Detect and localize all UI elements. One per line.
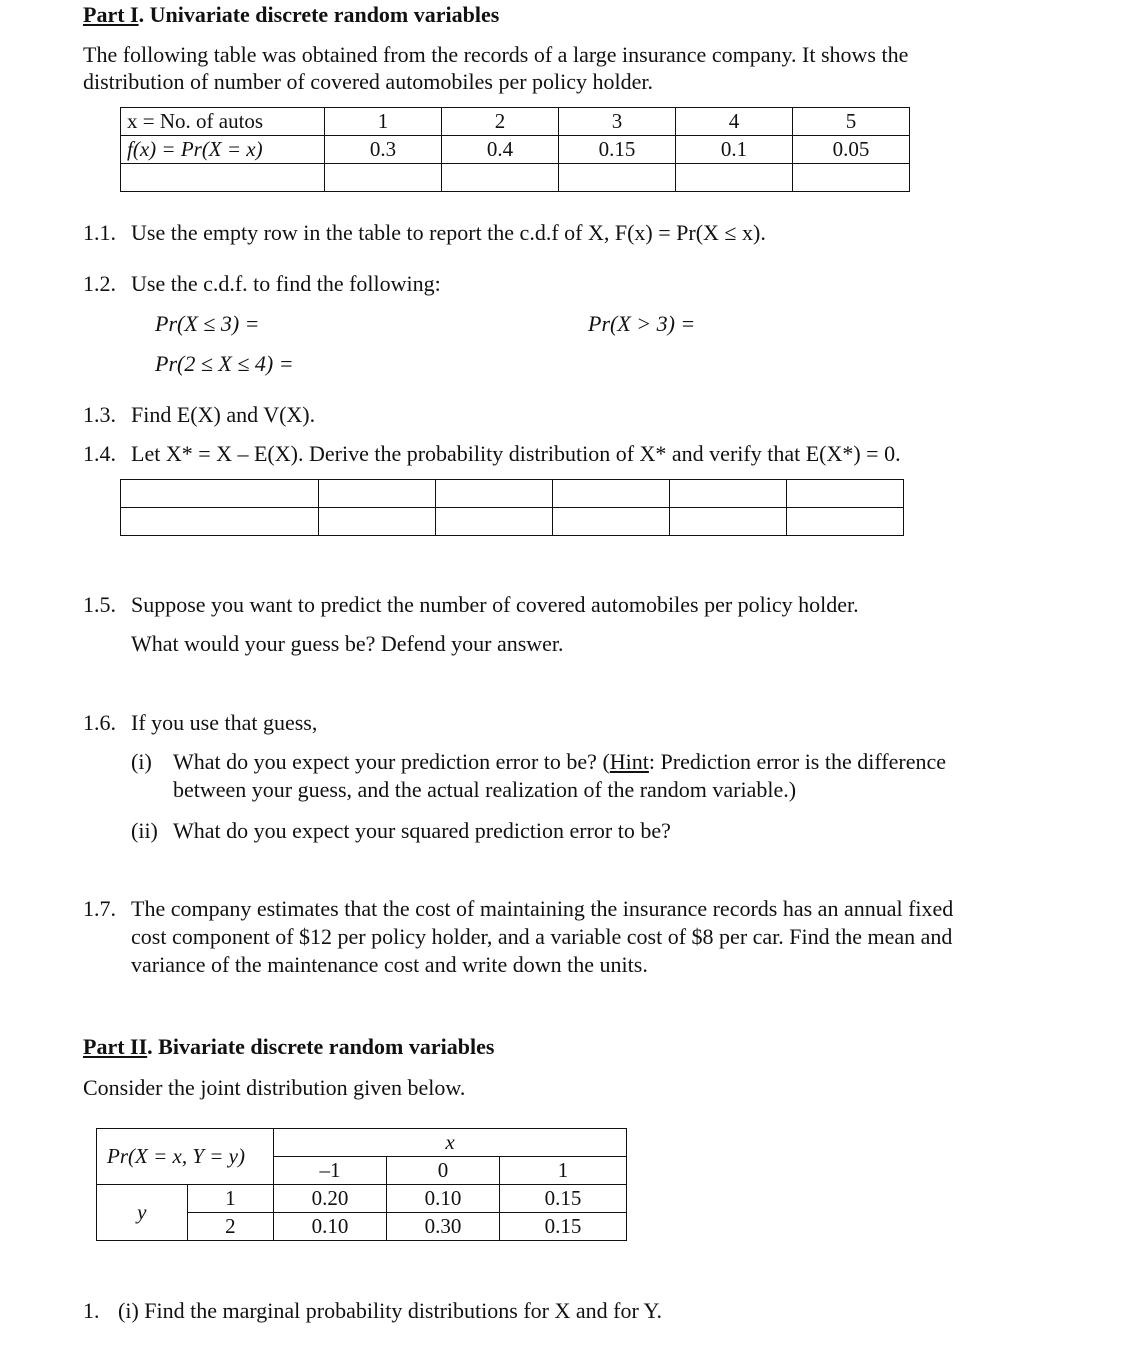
table-row [121,108,910,136]
question-1-7 [83,896,116,922]
f-value-cell: 0.15 [559,136,676,164]
empty-cell[interactable] [787,508,904,536]
empty-cell[interactable] [121,480,319,508]
cdf-empty-row [121,164,910,192]
y-value-cell: 1 [187,1185,273,1213]
empty-cell[interactable] [676,164,793,192]
text-segment: : Prediction error is the difference [648,749,946,774]
x-value-cell: 5 [793,108,910,136]
part2-intro: Consider the joint distribution given below. [83,1075,466,1100]
part2-heading [83,1034,494,1060]
empty-cell[interactable] [319,480,436,508]
question-1-6-ii-number: (ii) [131,818,158,843]
part1-heading [83,2,499,28]
question-text: Use the empty row in the table to report the c.d.f of X, F(x) = Pr(X ≤ x). [131,220,766,245]
part1-intro-line1: The following table was obtained from the records of a large insurance company. It shows the [83,42,909,67]
prob-cell: 0.10 [274,1213,387,1241]
f-value-cell: 0.05 [793,136,910,164]
question-text: Find E(X) and V(X). [131,402,316,427]
x-value-cell: 0 [387,1157,500,1185]
question-text: If you use that guess, [131,710,318,735]
question-text: (i) Find the marginal probability distributions for X and for Y. [118,1298,663,1323]
joint-distribution-table [96,1128,627,1241]
question-number: 1.4. [83,441,116,466]
pr-x-gt-3: Pr(X > 3) = [588,311,696,336]
question-1-2 [83,271,441,297]
part1-heading-rest: . Univariate discrete random variables [138,2,500,27]
question-1-5 [83,592,859,618]
question-1-6-ii-text: What do you expect your squared prediction error to be? [173,818,671,843]
hint-label: Hint [609,749,649,774]
part2-heading-rest: . Bivariate discrete random variables [147,1034,495,1059]
x-value-cell: 1 [500,1157,627,1185]
corner-label-cell: Pr(X = x, Y = y) [97,1129,274,1185]
empty-cell[interactable] [553,508,670,536]
question-1-6-i-line1 [173,749,946,775]
distribution-table [120,107,910,192]
question-1-3 [83,402,316,428]
x-value-cell: –1 [274,1157,387,1185]
question-1-4 [83,441,901,467]
question-number: 1.2. [83,271,116,296]
x-header-cell: x [274,1129,627,1157]
pr-2-le-x-le-4: Pr(2 ≤ X ≤ 4) = [155,351,294,376]
question-1-6-i-number: (i) [131,749,152,774]
empty-cell[interactable] [559,164,676,192]
pr-x-le-3: Pr(X ≤ 3) = [155,311,260,336]
empty-cell[interactable] [793,164,910,192]
question-number: 1.7. [83,896,116,921]
question-1-6-i-line2: between your guess, and the actual realization of the random variable.) [173,777,797,802]
question-text-line1: Suppose you want to predict the number of covered automobiles per policy holder. [131,592,859,617]
question-text: Let X* = X – E(X). Derive the probability distribution of X* and verify that E(X*) = 0. [131,441,901,466]
f-value-cell: 0.3 [325,136,442,164]
prob-cell: 0.20 [274,1185,387,1213]
prob-cell: 0.10 [387,1185,500,1213]
empty-cell[interactable] [670,508,787,536]
fx-label-cell: f(x) = Pr(X = x) [121,136,325,164]
y-header-cell: y [97,1185,188,1241]
empty-cell[interactable] [670,480,787,508]
empty-cell[interactable] [325,164,442,192]
empty-cell[interactable] [319,508,436,536]
part2-heading-prefix: Part II [83,1034,148,1059]
empty-cell[interactable] [553,480,670,508]
table-row [97,1185,627,1213]
part1-intro-line2: distribution of number of covered automobiles per policy holder. [83,69,654,94]
question-1-1 [83,220,766,246]
question-1-7-line3: variance of the maintenance cost and write down the units. [131,952,648,977]
prob-cell: 0.15 [500,1185,627,1213]
question-number: 1.1. [83,220,116,245]
x-value-cell: 1 [325,108,442,136]
empty-cell[interactable] [787,480,904,508]
text-segment: What do you expect your prediction error to be? ( [173,749,610,774]
table-row [97,1129,627,1157]
question-1-7-line1: The company estimates that the cost of maintaining the insurance records has an annual fixed [131,896,954,921]
empty-cell[interactable] [436,480,553,508]
table-row [121,136,910,164]
question-text: Use the c.d.f. to find the following: [131,271,441,296]
f-value-cell: 0.4 [442,136,559,164]
question-number: 1.6. [83,710,116,735]
prob-cell: 0.15 [500,1213,627,1241]
empty-cell[interactable] [121,164,325,192]
x-star-table [120,479,904,536]
empty-cell[interactable] [436,508,553,536]
x-value-cell: 4 [676,108,793,136]
x-value-cell: 2 [442,108,559,136]
table-row [121,480,904,508]
y-value-cell: 2 [187,1213,273,1241]
part2-question-1 [83,1298,663,1324]
question-1-7-line2: cost component of $12 per policy holder, and a variable cost of $8 per car. Find the mean and [131,924,953,949]
question-1-6 [83,710,318,736]
question-number: 1.3. [83,402,116,427]
question-number: 1. [83,1298,100,1323]
question-1-5-line2: What would your guess be? Defend your answer. [131,631,564,656]
question-number: 1.5. [83,592,116,617]
part1-heading-prefix: Part I [83,2,139,27]
empty-cell[interactable] [121,508,319,536]
table-row [121,508,904,536]
x-value-cell: 3 [559,108,676,136]
x-label-cell: x = No. of autos [121,108,325,136]
f-value-cell: 0.1 [676,136,793,164]
empty-cell[interactable] [442,164,559,192]
prob-cell: 0.30 [387,1213,500,1241]
